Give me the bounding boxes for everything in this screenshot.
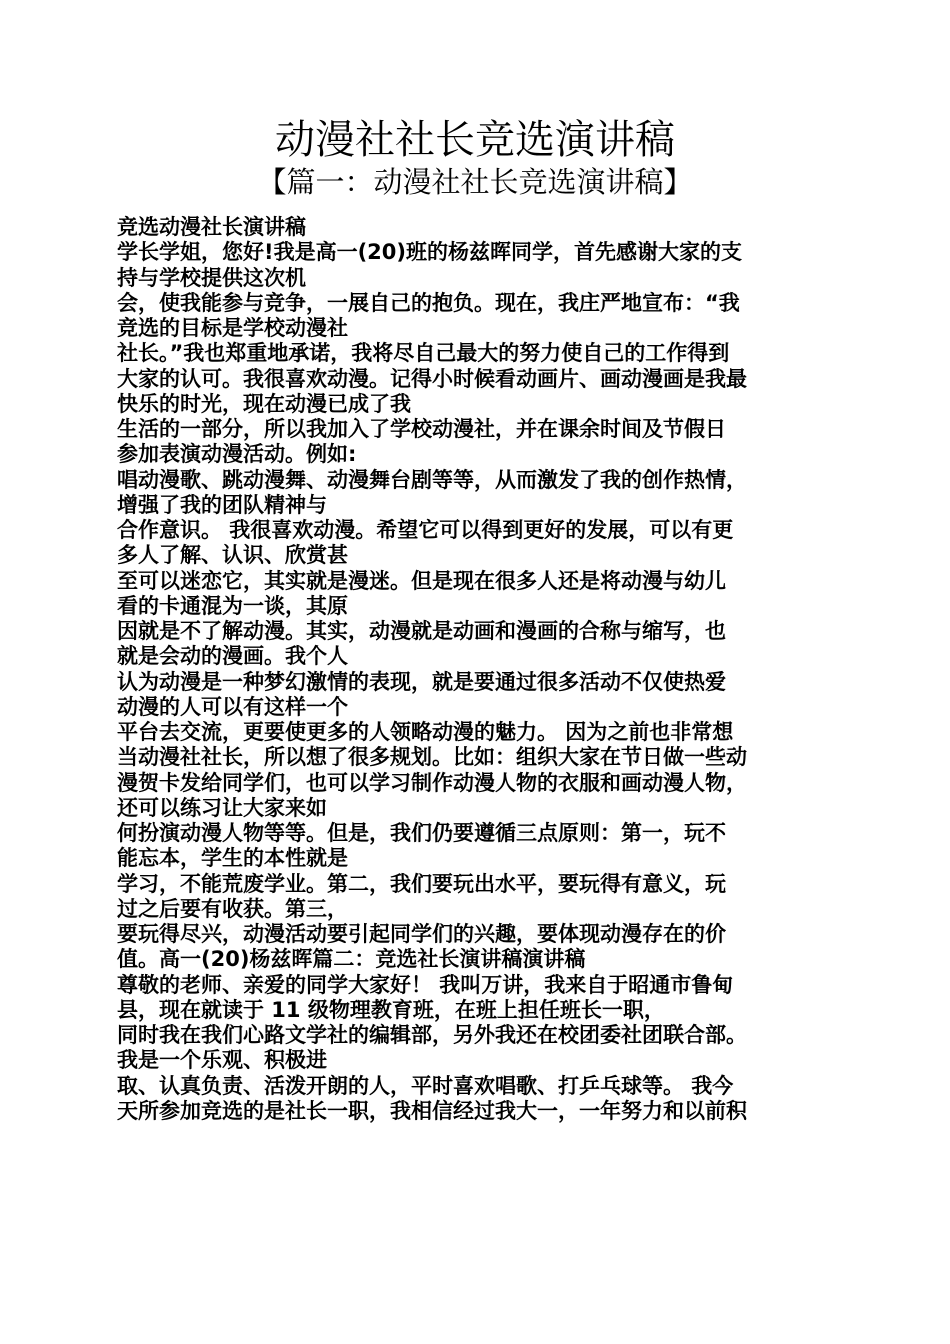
text-line: 何扮演动漫人物等等。但是，我们仍要遵循三点原则：第一，玩不: [117, 821, 726, 845]
text-line: 合作意识。 我很喜欢动漫。希望它可以得到更好的发展，可以有更: [117, 518, 734, 542]
text-line: 取、认真负责、活泼开朗的人，平时喜欢唱歌、打乒乓球等。 我今: [117, 1073, 734, 1098]
text-line: 参加表演动漫活动。例如:: [117, 442, 357, 467]
text-line: 快乐的时光，现在动漫已成了我: [117, 391, 411, 416]
document-title: 动漫社社长竞选演讲稿: [275, 117, 675, 163]
text-line: 多人了解、认识、欣赏甚: [117, 543, 348, 568]
text-line: 学长学姐，您好!我是高一(20)班的杨兹晖同学，首先感谢大家的支: [117, 240, 742, 265]
text-line: 天所参加竞选的是社长一职，我相信经过我大一，一年努力和以前积: [117, 1098, 747, 1123]
text-line: 动漫的人可以有这样一个: [117, 694, 348, 719]
text-line: 县，现在就读于 11 级物理教育班，在班上担任班长一职，: [117, 997, 665, 1022]
text-line: 增强了我的团队精神与: [117, 492, 327, 517]
text-line: 看的卡通混为一谈，其原: [117, 593, 348, 618]
text-line: 社长。”我也郑重地承诺，我将尽自己最大的努力使自己的工作得到: [117, 341, 730, 366]
text-line: 平台去交流，更要使更多的人领略动漫的魅力。 因为之前也非常想: [117, 720, 734, 744]
text-line: 当动漫社社长，所以想了很多规划。比如：组织大家在节日做一些动: [117, 745, 747, 770]
document-body: [117, 215, 842, 1124]
text-line: 唱动漫歌、跳动漫舞、动漫舞台剧等等，从而激发了我的创作热情，: [117, 467, 747, 492]
text-line: 尊敬的老师、亲爱的同学大家好！ 我叫万讲，我来自于昭通市鲁甸: [117, 972, 734, 997]
text-line: 生活的一部分，所以我加入了学校动漫社，并在课余时间及节假日: [117, 417, 726, 441]
text-line: 我是一个乐观、积极进: [117, 1048, 327, 1073]
text-line: 学习，不能荒废学业。第二，我们要玩出水平，要玩得有意义，玩: [117, 871, 726, 896]
text-line: 大家的认可。我很喜欢动漫。记得小时候看动画片、画动漫画是我最: [117, 366, 747, 391]
text-line: 至可以迷恋它，其实就是漫迷。但是现在很多人还是将动漫与幼儿: [117, 568, 726, 593]
text-line: 要玩得尽兴，动漫活动要引起同学们的兴趣，要体现动漫存在的价: [117, 922, 726, 946]
text-line: 因就是不了解动漫。其实，动漫就是动画和漫画的合称与缩写，也: [117, 619, 726, 643]
text-line: 持与学校提供这次机: [117, 265, 306, 290]
text-line: 还可以练习让大家来如: [117, 795, 327, 820]
text-line: 竞选动漫社长演讲稿: [117, 215, 306, 239]
text-line: 能忘本，学生的本性就是: [117, 846, 348, 871]
text-line: 值。高一(20)杨兹晖篇二：竞选社长演讲稿演讲稿: [117, 947, 586, 972]
text-line: 会，使我能参与竞争，一展自己的抱负。现在，我庄严地宣布：“我: [117, 290, 740, 315]
text-line: 就是会动的漫画。我个人: [117, 644, 348, 669]
text-line: 漫贺卡发给同学们，也可以学习制作动漫人物的衣服和画动漫人物，: [117, 770, 747, 795]
text-line: 过之后要有收获。第三，: [117, 896, 348, 921]
document-subtitle: 【篇一：动漫社社长竞选演讲稿】: [257, 165, 693, 199]
text-line: 竞选的目标是学校动漫社: [117, 316, 348, 340]
text-line: 同时我在我们心路文学社的编辑部，另外我还在校团委社团联合部。: [117, 1023, 747, 1047]
text-line: 认为动漫是一种梦幻激情的表现，就是要通过很多活动不仅使热爱: [117, 669, 726, 694]
